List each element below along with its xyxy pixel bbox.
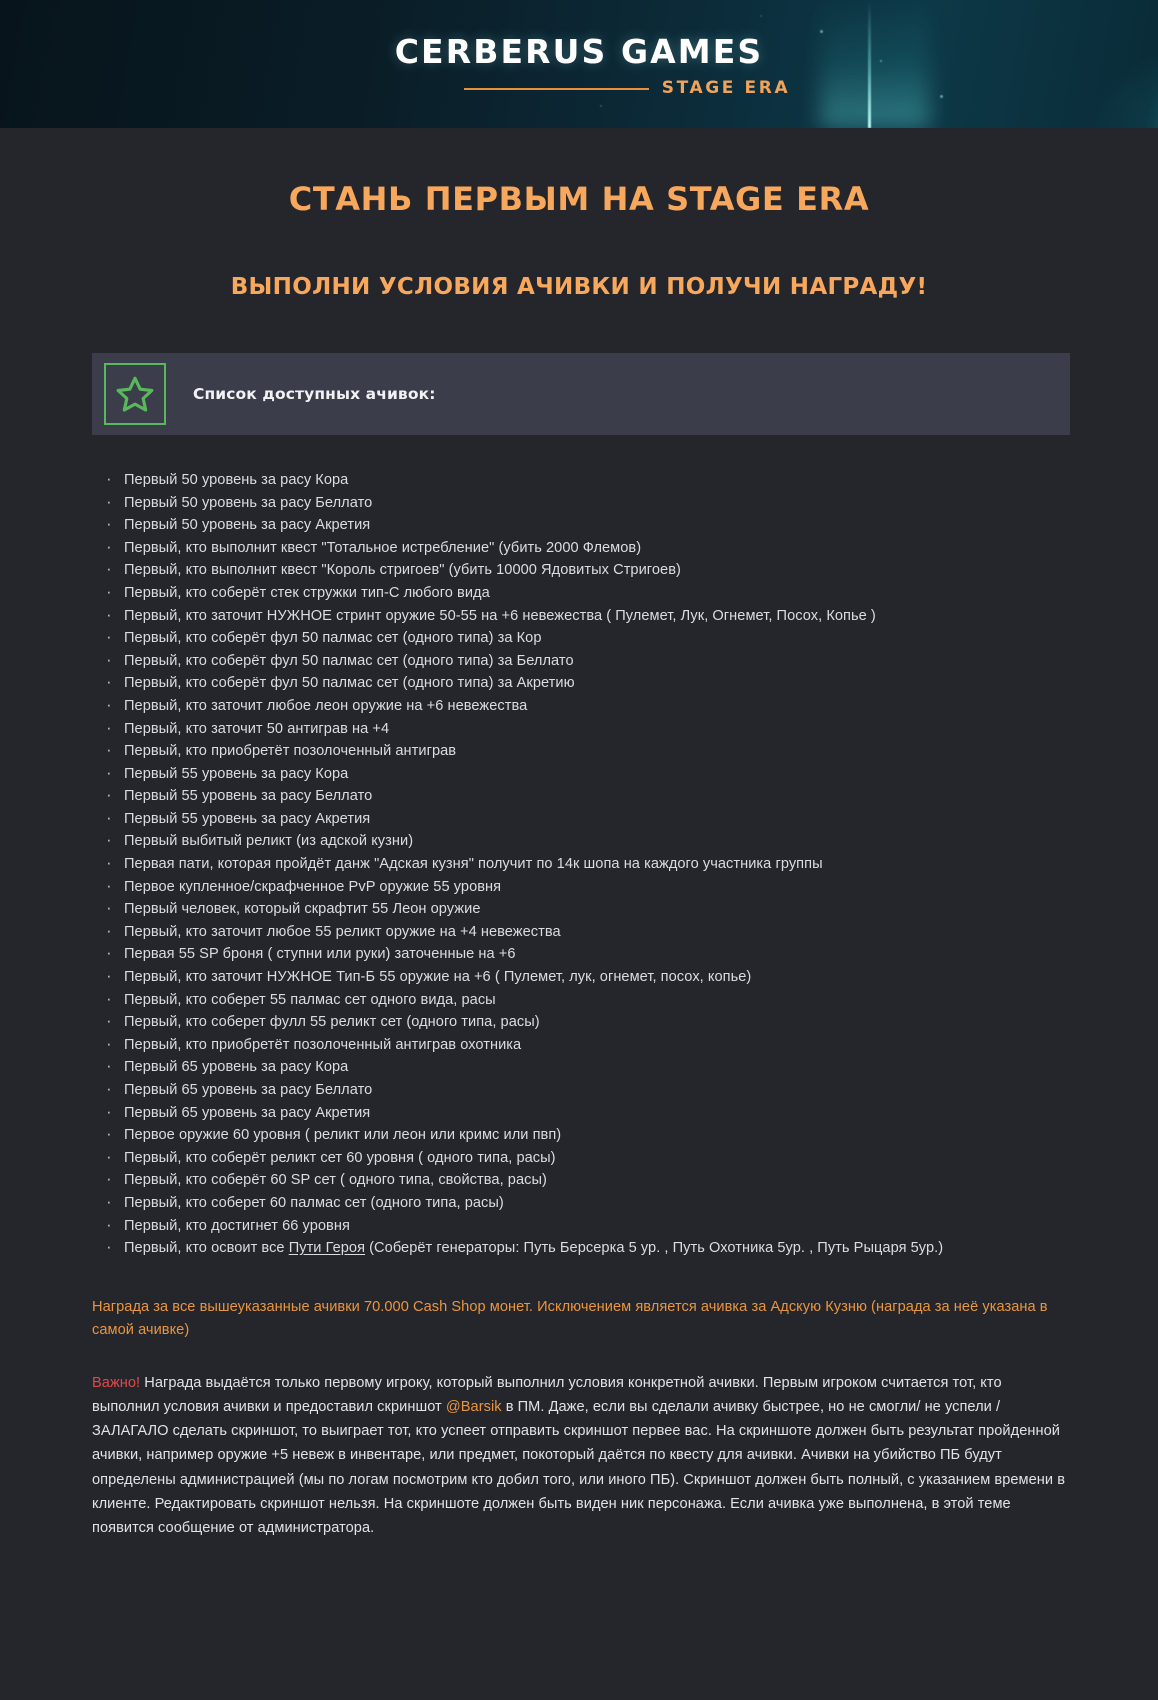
important-notice <box>92 1371 1070 1600</box>
important-label: Важно! <box>92 1374 141 1391</box>
achievement-item: · Первый 50 уровень за расу Кора <box>104 469 1078 492</box>
achievement-item: · Первое купленное/скрафченное PvP оружие 55 уровня <box>104 876 1078 899</box>
brand-divider-rule <box>464 88 649 90</box>
achievement-item: · Первый, кто выполнит квест "Король стригоев" (убить 10000 Ядовитых Стригоев) <box>104 559 1078 582</box>
achievement-item: · Первый, кто заточит любое 55 реликт оружие на +4 невежества <box>104 921 1078 944</box>
achievement-item: · Первый, кто соберет 60 палмас сет (одного типа, расы) <box>104 1192 1078 1215</box>
achievement-item: · Первый 55 уровень за расу Кора <box>104 763 1078 786</box>
notice-text-part1: Награда выдаётся только первому игроку, который выполнил условия конкретной ачивки. Первым игроком считается тот, кто выполнил условия ачивки и предоставил скриншот <box>92 1374 1002 1415</box>
achievement-item: · Первый, кто соберет 55 палмас сет одного вида, расы <box>104 989 1078 1012</box>
achievement-item: · Первый, кто заточит НУЖНОЕ Тип-Б 55 оружие на +6 ( Пулемет, лук, огнемет, посох, копье) <box>104 966 1078 989</box>
brand-subtitle-row <box>368 80 790 97</box>
callout-label: Список доступных ачивок: <box>193 384 436 403</box>
notice-text-part2: в ПМ. Даже, если вы сделали ачивку быстрее, но не смогли/ не успели / ЗАЛАГАЛО сделать скриншот, то выиграет тот, кто успеет отправить скриншот первее вас. На скриншоте должен быть результат пройденной ачивки, например оружие +5 невеж в инвентаре, или предмет, покоторый даётся по квесту для ачивки. Ачивки на убийство ПБ будут определены администрацией (мы по логам посмотрим кто добил того, или иного ПБ). Скриншот должен быть полный, с указанием времени в клиенте. Редактировать скриншот нельзя. На скриншоте должен быть виден ник персонажа. Если ачивка уже выполнена, в этой теме появится сообщение от администратора. <box>92 1398 1066 1536</box>
achievements-callout <box>92 353 1070 435</box>
footer-notes <box>0 1296 1158 1600</box>
achievement-text-suffix: (Соберёт генераторы: Путь Берсерка 5 ур. , Путь Охотника 5ур. , Путь Рыцаря 5ур.) <box>365 1240 944 1257</box>
headline-block <box>0 128 1158 302</box>
achievement-item: · Первый 65 уровень за расу Кора <box>104 1056 1078 1079</box>
achievement-item: · Первый, кто соберёт фул 50 палмас сет (одного типа) за Кор <box>104 627 1078 650</box>
achievement-item: · Первый 50 уровень за расу Акретия <box>104 514 1078 537</box>
achievement-item: · Первая 55 SP броня ( ступни или руки) заточенные на +6 <box>104 943 1078 966</box>
achievement-item: · Первый, кто выполнит квест "Тотальное истребление" (убить 2000 Флемов) <box>104 537 1078 560</box>
star-icon <box>104 363 166 425</box>
reward-note: Награда за все вышеуказанные ачивки 70.000 Cash Shop монет. Исключением является ачивка за Адскую Кузню (награда за неё указана в самой ачивке) <box>92 1298 1048 1339</box>
achievement-item: · Первая пати, которая пройдёт данж "Адская кузня" получит по 14к шопа на каждого участника группы <box>104 853 1078 876</box>
barsik-mention-link[interactable]: @Barsik <box>445 1398 502 1415</box>
achievement-item: · Первый, кто соберёт реликт сет 60 уровня ( одного типа, расы) <box>104 1147 1078 1170</box>
achievement-item: · Первый, кто соберёт 60 SP сет ( одного типа, свойства, расы) <box>104 1169 1078 1192</box>
brand-title: CERBERUS GAMES <box>394 32 764 71</box>
achievement-item: · Первый, кто соберёт стек стружки тип-С любого вида <box>104 582 1078 605</box>
achievement-item: · Первый, кто приобретёт позолоченный антиграв охотника <box>104 1034 1078 1057</box>
achievement-item: · Первый, кто заточит 50 антиграв на +4 <box>104 718 1078 741</box>
achievement-item: · Первый, кто соберёт фул 50 палмас сет (одного типа) за Акретию <box>104 672 1078 695</box>
achievement-item: · Первый, кто заточит НУЖНОЕ стринт оружие 50-55 на +6 невежества ( Пулемет, Лук, Огнемет, Посох, Копье ) <box>104 605 1078 628</box>
page-title: СТАНЬ ПЕРВЫМ НА STAGE ERA <box>288 180 870 218</box>
achievement-item: · Первый 65 уровень за расу Акретия <box>104 1102 1078 1125</box>
achievements-list <box>0 469 1158 1260</box>
achievement-item: · Первый, кто заточит любое леон оружие на +6 невежества <box>104 695 1078 718</box>
brand-subtitle: STAGE ERA <box>661 78 791 98</box>
achievement-item: · Первый, кто достигнет 66 уровня <box>104 1215 1078 1238</box>
achievement-item: · Первый 50 уровень за расу Беллато <box>104 492 1078 515</box>
achievement-item: · Первый, кто приобретёт позолоченный антиграв <box>104 740 1078 763</box>
achievement-item: · Первый 55 уровень за расу Акретия <box>104 808 1078 831</box>
achievement-item: · Первый 65 уровень за расу Беллато <box>104 1079 1078 1102</box>
site-header-banner <box>0 0 1158 128</box>
achievement-item: · Первый, кто соберёт фул 50 палмас сет (одного типа) за Беллато <box>104 650 1078 673</box>
achievement-item: · Первый 55 уровень за расу Беллато <box>104 785 1078 808</box>
achievement-item: · Первый, кто соберет фулл 55 реликт сет (одного типа, расы) <box>104 1011 1078 1034</box>
achievement-item: · Первое оружие 60 уровня ( реликт или леон или кримс или пвп) <box>104 1124 1078 1147</box>
achievement-item: · Первый выбитый реликт (из адской кузни) <box>104 830 1078 853</box>
page-subtitle: ВЫПОЛНИ УСЛОВИЯ АЧИВКИ И ПОЛУЧИ НАГРАДУ! <box>230 274 928 301</box>
achievement-text-prefix: Первый, кто освоит все <box>124 1240 289 1257</box>
hero-paths-link[interactable]: Пути Героя <box>288 1240 366 1257</box>
achievement-item: · Первый человек, который скрафтит 55 Леон оружие <box>104 898 1078 921</box>
achievement-item <box>104 1237 1078 1260</box>
